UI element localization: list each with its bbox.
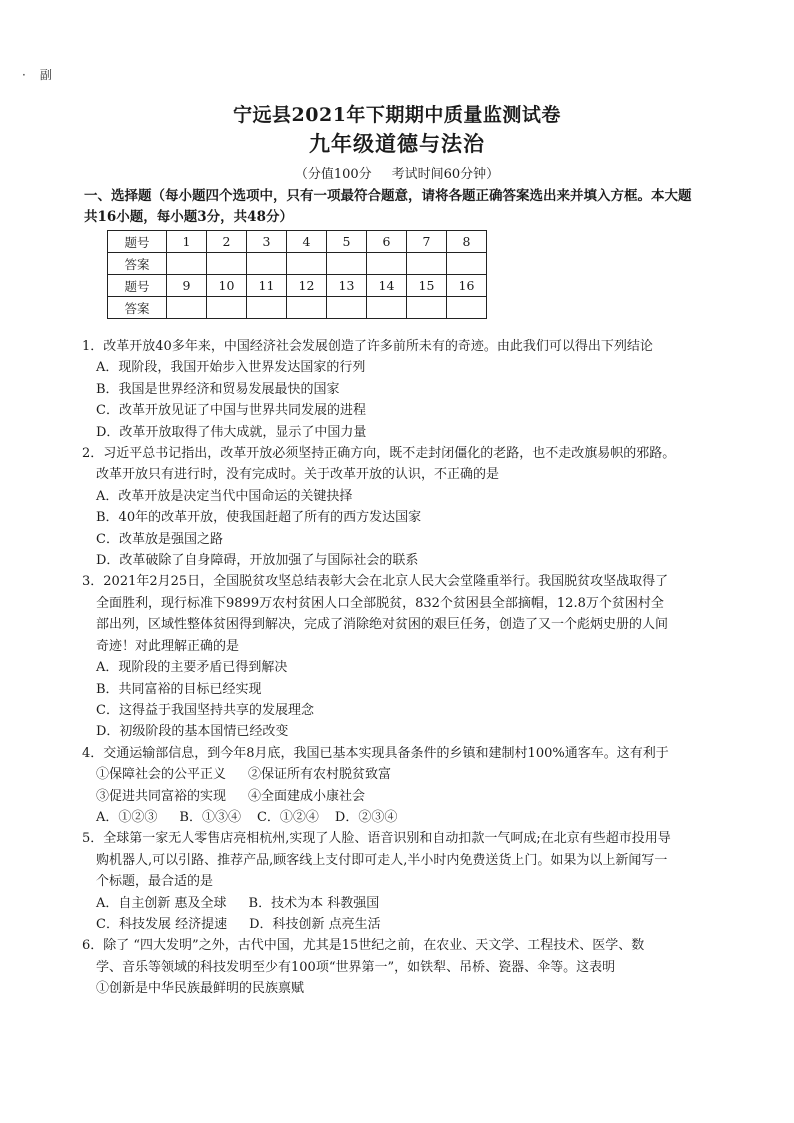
option-d: D．改革破除了自身障碍，开放加强了与国际社会的联系 bbox=[96, 553, 419, 569]
corner-dot: · bbox=[22, 68, 26, 82]
option-c: C．科技发展 经济提速 bbox=[96, 916, 228, 932]
section-heading bbox=[84, 186, 724, 228]
option-row bbox=[82, 893, 732, 914]
answer-cell[interactable] bbox=[287, 297, 327, 319]
question-stem-cont: 购机器人,可以引路、推荐产品,顾客线上支付即可走人,半小时内免费送货上门。如果为以上新闻写一 bbox=[96, 852, 668, 868]
option-a: A．现阶段的主要矛盾已得到解决 bbox=[96, 660, 288, 676]
num-cell: 9 bbox=[167, 275, 207, 297]
question-3 bbox=[82, 571, 732, 742]
option-d: D．改革开放取得了伟大成就，显示了中国力量 bbox=[96, 424, 367, 440]
answer-cell[interactable] bbox=[367, 297, 407, 319]
exam-title: 宁远县2021年下期期中质量监测试卷 bbox=[233, 104, 561, 126]
option-b: B．共同富裕的目标已经实现 bbox=[96, 681, 262, 697]
question-2 bbox=[82, 443, 732, 571]
num-cell: 15 bbox=[407, 275, 447, 297]
question-stem-cont: 改革开放只有进行时，没有完成时。关于改革开放的认识，不正确的是 bbox=[96, 467, 500, 483]
num-label-cell: 题号 bbox=[108, 275, 167, 297]
answer-cell[interactable] bbox=[447, 297, 487, 319]
num-cell: 7 bbox=[407, 231, 447, 253]
answer-table-row bbox=[108, 275, 487, 297]
option-a: A．①②③ bbox=[96, 809, 158, 825]
question-4 bbox=[82, 743, 732, 829]
ans-label-cell: 答案 bbox=[108, 297, 167, 319]
num-cell: 16 bbox=[447, 275, 487, 297]
num-cell: 14 bbox=[367, 275, 407, 297]
statement-row bbox=[82, 786, 732, 807]
question-stem: 5．全球第一家无人零售店亮相杭州,实现了人脸、语音识别和自动扣款一气呵成;在北京有些超市投用导 bbox=[82, 831, 671, 847]
answer-cell[interactable] bbox=[327, 253, 367, 275]
answer-cell[interactable] bbox=[207, 253, 247, 275]
option-b: B．40年的改革开放，使我国赶超了所有的西方发达国家 bbox=[96, 510, 422, 526]
answer-table-row bbox=[108, 297, 487, 319]
option-c: C．①②④ bbox=[256, 809, 319, 825]
answer-table bbox=[107, 230, 487, 319]
question-stem-cont: 奇迹！对此理解正确的是 bbox=[96, 638, 240, 654]
num-cell: 11 bbox=[247, 275, 287, 297]
option-a: A．现阶段，我国开始步入世界发达国家的行列 bbox=[96, 360, 366, 376]
option-row bbox=[82, 807, 732, 828]
statement-1: ①创新是中华民族最鲜明的民族禀赋 bbox=[96, 981, 305, 997]
answer-cell[interactable] bbox=[447, 253, 487, 275]
option-b: B．技术为本 科教强国 bbox=[248, 895, 380, 911]
answer-cell[interactable] bbox=[407, 253, 447, 275]
answer-cell[interactable] bbox=[367, 253, 407, 275]
question-stem-cont: 学、音乐等领域的科技发明至少有100项“世界第一”，如铁犁、吊桥、瓷器、伞等。这表明 bbox=[96, 959, 616, 975]
section-heading-line1: 一、选择题（每小题四个选项中，只有一项最符合题意，请将各题正确答案选出来并填入方框。本大题 bbox=[84, 188, 692, 204]
statement-3: ③促进共同富裕的实现 bbox=[96, 788, 227, 804]
answer-cell[interactable] bbox=[327, 297, 367, 319]
time-info: 考试时间60分钟） bbox=[391, 167, 500, 182]
option-row bbox=[82, 914, 732, 935]
answer-table-row bbox=[108, 231, 487, 253]
question-stem: 3．2021年2月25日，全国脱贫攻坚总结表彰大会在北京人民大会堂隆重举行。我国脱贫攻坚战取得了 bbox=[82, 574, 669, 590]
answer-table-row bbox=[108, 253, 487, 275]
score-info: （分值100分 bbox=[294, 167, 372, 182]
answer-cell[interactable] bbox=[167, 253, 207, 275]
exam-subject: 九年级道德与法治 bbox=[309, 131, 485, 156]
section-heading-line2: 共16小题，每小题3分，共48分） bbox=[84, 209, 293, 225]
question-stem: 1．改革开放40多年来，中国经济社会发展创造了许多前所未有的奇迹。由此我们可以得出下列结论 bbox=[82, 339, 653, 354]
question-list bbox=[82, 336, 732, 1000]
answer-cell[interactable] bbox=[407, 297, 447, 319]
option-d: D．科技创新 点亮生活 bbox=[249, 916, 381, 932]
option-c: C．改革开放见证了中国与世界共同发展的进程 bbox=[96, 403, 366, 419]
question-stem-cont: 个标题，最合适的是 bbox=[96, 874, 214, 890]
num-cell: 13 bbox=[327, 275, 367, 297]
answer-cell[interactable] bbox=[207, 297, 247, 319]
question-stem-cont: 全面胜利，现行标准下9899万农村贫困人口全部脱贫，832个贫困县全部摘帽，12.8万个贫困村全 bbox=[96, 595, 664, 611]
num-cell: 3 bbox=[247, 231, 287, 253]
option-a: A．改革开放是决定当代中国命运的关键抉择 bbox=[96, 488, 353, 504]
question-1 bbox=[82, 336, 732, 443]
option-c: C．改革放是强国之路 bbox=[96, 531, 223, 547]
answer-cell[interactable] bbox=[167, 297, 207, 319]
num-cell: 5 bbox=[327, 231, 367, 253]
answer-cell[interactable] bbox=[287, 253, 327, 275]
option-b: B．①③④ bbox=[179, 809, 241, 825]
answer-cell[interactable] bbox=[247, 253, 287, 275]
num-cell: 1 bbox=[167, 231, 207, 253]
num-label-cell: 题号 bbox=[108, 231, 167, 253]
question-stem: 2．习近平总书记指出，改革开放必须坚持正确方向，既不走封闭僵化的老路，也不走改旗易帜的邪路。 bbox=[82, 446, 676, 462]
statement-2: ②保证所有农村脱贫致富 bbox=[248, 767, 392, 783]
corner-mark bbox=[22, 66, 52, 83]
num-cell: 12 bbox=[287, 275, 327, 297]
option-d: D．初级阶段的基本国情已经改变 bbox=[96, 724, 289, 740]
statement-4: ④全面建成小康社会 bbox=[248, 788, 366, 804]
statement-1: ①保障社会的公平正义 bbox=[96, 767, 227, 783]
question-stem-cont: 部出列，区域性整体贫困得到解决，完成了消除绝对贫困的艰巨任务，创造了又一个彪炳史册的人间 bbox=[96, 617, 669, 633]
answer-cell[interactable] bbox=[247, 297, 287, 319]
num-cell: 10 bbox=[207, 275, 247, 297]
num-cell: 4 bbox=[287, 231, 327, 253]
ans-label-cell: 答案 bbox=[108, 253, 167, 275]
question-5 bbox=[82, 828, 732, 935]
option-b: B．我国是世界经济和贸易发展最快的国家 bbox=[96, 381, 340, 397]
option-a: A．自主创新 惠及全球 bbox=[96, 895, 227, 911]
question-stem: 4．交通运输部信息，到今年8月底，我国已基本实现具备条件的乡镇和建制村100%通客车。这有利于 bbox=[82, 745, 669, 761]
num-cell: 2 bbox=[207, 231, 247, 253]
exam-info bbox=[0, 163, 794, 182]
option-c: C．这得益于我国坚持共享的发展理念 bbox=[96, 702, 314, 718]
num-cell: 8 bbox=[447, 231, 487, 253]
corner-text: 副 bbox=[39, 68, 52, 82]
question-stem: 6．除了 “四大发明”之外，古代中国，尤其是15世纪之前，在农业、天文学、工程技术、医学、数 bbox=[82, 938, 645, 954]
option-d: D．②③④ bbox=[334, 809, 398, 825]
num-cell: 6 bbox=[367, 231, 407, 253]
statement-row bbox=[82, 764, 732, 785]
question-6 bbox=[82, 935, 732, 999]
